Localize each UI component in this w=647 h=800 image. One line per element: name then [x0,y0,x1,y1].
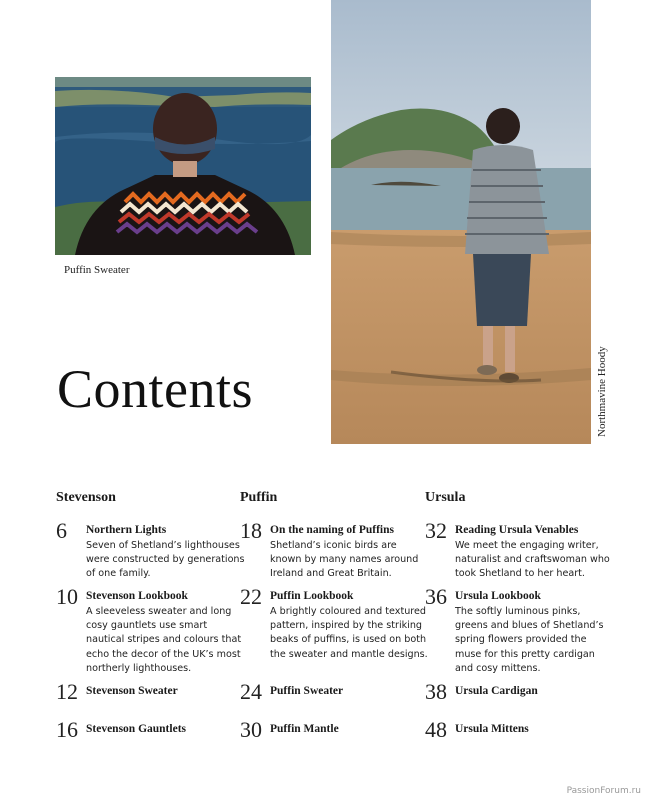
page-number: 18 [240,518,262,543]
entry-title: Northern Lights [86,524,167,536]
entry-description: Shetland’s iconic birds are known by many names around Ireland and Great Britain. [270,540,419,580]
entry-title: On the naming of Puffins [270,524,394,536]
entry-title: Puffin Lookbook [270,590,354,602]
page-number: 12 [56,679,78,704]
northmavine-hoody-photo [331,0,591,444]
entry-title: Puffin Sweater [270,685,344,697]
page-number: 30 [240,717,262,742]
entry-title: Ursula Mittens [455,723,529,735]
entry-title: Reading Ursula Venables [455,524,579,536]
page-title: Contents [57,359,254,419]
photo-caption-puffin: Puffin Sweater [64,264,130,276]
entry-title: Puffin Mantle [270,723,339,735]
entry-description: We meet the engaging writer, naturalist and craftswoman who took Shetland to her heart. [455,540,610,580]
entry-title: Ursula Cardigan [455,685,538,697]
page-number: 6 [56,518,67,543]
section-heading: Stevenson [56,490,116,505]
page-number: 22 [240,584,262,609]
contents-column-ursula [425,490,610,742]
entry-title: Stevenson Sweater [86,685,178,697]
page-number: 48 [425,717,447,742]
entry-title: Ursula Lookbook [455,590,541,602]
watermark: PassionForum.ru [566,786,641,796]
contents-column-puffin [240,490,428,742]
entry-description: Seven of Shetland’s lighthouses were constructed by generations of one family. [86,540,245,580]
section-heading: Puffin [240,490,278,505]
photo-caption-northmavine: Northmavine Hoody [596,346,608,437]
page-number: 16 [56,717,78,742]
section-heading: Ursula [425,490,466,505]
contents-column-stevenson [56,490,245,742]
page-number: 24 [240,679,262,704]
page-number: 10 [56,584,78,609]
page-number: 36 [425,584,447,609]
page-number: 38 [425,679,447,704]
entry-description: A sleeveless sweater and long cosy gauntlets use smart nautical stripes and colours that echo the decor of the UK’s most northerly lighthouses. [86,606,242,674]
entry-title: Stevenson Lookbook [86,590,188,602]
page-number: 32 [425,518,447,543]
entry-title: Stevenson Gauntlets [86,723,186,735]
puffin-sweater-photo [55,77,311,255]
entry-description: The softly luminous pinks, greens and blues of Shetland’s spring flowers provided the muse for this pretty cardigan and cosy mittens. [455,606,604,674]
entry-description: A brightly coloured and textured pattern, inspired by the striking beaks of puffins, is used on both the sweater and mantle designs. [270,606,428,660]
